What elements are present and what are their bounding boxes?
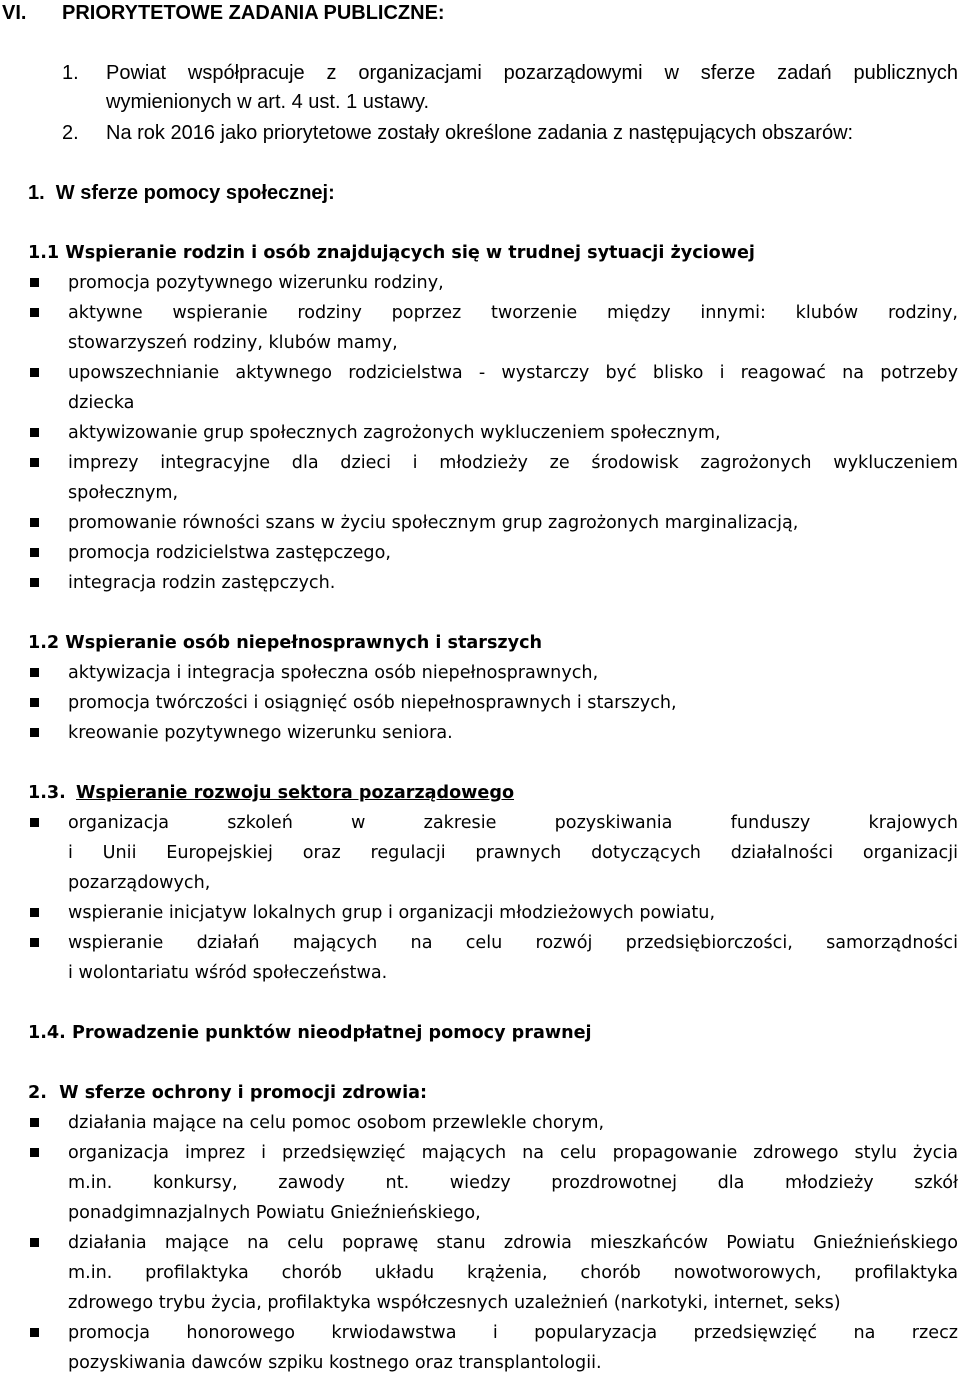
bullet-text: stowarzyszeń rodziny, klubów mamy, (68, 333, 398, 353)
bullet-text: promocja twórczości i osiągnięć osób niepełnosprawnych i starszych, (68, 693, 677, 713)
bullet-text: promocja rodzicielstwa zastępczego, (68, 543, 391, 563)
bullet-text: działania mające na celu pomoc osobom przewlekle chorym, (68, 1113, 605, 1133)
bullet-marker (30, 578, 39, 587)
bullet-text: organizacja imprez i przedsięwzięć mających na celu propagowanie zdrowego stylu życia (68, 1143, 958, 1163)
bullet-text: zdrowego trybu życia, profilaktyka współczesnych uzależnień (narkotyki, internet, seks) (68, 1293, 841, 1313)
area-heading: 1. W sferze pomocy społecznej: (28, 182, 335, 204)
bullet-text: kreowanie pozytywnego wizerunku seniora. (68, 723, 453, 743)
bullet-marker (30, 1148, 39, 1157)
bullet-text: pozarządowych, (68, 873, 211, 893)
bullet-text: promocja honorowego krwiodawstwa i popularyzacja przedsięwzięć na rzecz (68, 1323, 958, 1343)
bullet-marker (30, 518, 39, 527)
item-text-line: wymienionych w art. 4 ust. 1 ustawy. (106, 91, 430, 113)
bullet-marker (30, 428, 39, 437)
bullet-marker (30, 908, 39, 917)
area-heading: 2. W sferze ochrony i promocji zdrowia: (28, 1083, 428, 1103)
bullet-text: wspieranie inicjatyw lokalnych grup i organizacji młodzieżowych powiatu, (68, 903, 716, 923)
bullet-text: i Unii Europejskiej oraz regulacji prawnych dotyczących działalności organizacji (68, 843, 958, 863)
bullet-text: ponadgimnazjalnych Powiatu Gnieźnieńskiego, (68, 1203, 481, 1223)
bullet-marker (30, 698, 39, 707)
bullet-text: i wolontariatu wśród społeczeństwa. (68, 963, 388, 983)
bullet-marker (30, 1328, 39, 1337)
bullet-marker (30, 728, 39, 737)
bullet-text: organizacja szkoleń w zakresie pozyskiwania funduszy krajowych (68, 813, 958, 833)
bullet-marker (30, 668, 39, 677)
bullet-text: imprezy integracyjne dla dzieci i młodzieży ze środowisk zagrożonych wykluczeniem (68, 453, 958, 473)
bullet-text: społecznym, (68, 483, 179, 503)
bullet-text: upowszechnianie aktywnego rodzicielstwa - wystarczy być blisko i reagować na potrzeby (68, 363, 958, 383)
subsection-heading: 1.4. Prowadzenie punktów nieodpłatnej pomocy prawnej (28, 1023, 592, 1043)
bullet-text: pozyskiwania dawców szpiku kostnego oraz transplantologii. (68, 1353, 602, 1373)
bullet-text: wspieranie działań mających na celu rozwój przedsiębiorczości, samorządności (68, 933, 958, 953)
bullet-text: aktywizowanie grup społecznych zagrożonych wykluczeniem społecznym, (68, 423, 721, 443)
item-text-line: Na rok 2016 jako priorytetowe zostały określone zadania z następujących obszarów: (106, 122, 854, 144)
bullet-text: integracja rodzin zastępczych. (68, 573, 336, 593)
bullet-marker (30, 1238, 39, 1247)
bullet-marker (30, 1118, 39, 1127)
subsection-number: 1.3. (28, 783, 66, 803)
subsection-heading: 1.2 Wspieranie osób niepełnosprawnych i starszych (28, 633, 543, 653)
bullet-text: aktywizacja i integracja społeczna osób niepełnosprawnych, (68, 663, 599, 683)
bullet-marker (30, 368, 39, 377)
bullet-marker (30, 458, 39, 467)
subsection-title: Wspieranie rozwoju sektora pozarządowego (76, 783, 515, 803)
bullet-marker (30, 818, 39, 827)
item-text-line: Powiat współpracuje z organizacjami pozarządowymi w sferze zadań publicznych (106, 62, 958, 84)
section-number: VI. (2, 2, 27, 24)
bullet-text: promowanie równości szans w życiu społecznym grup zagrożonych marginalizacją, (68, 513, 799, 533)
section-title: PRIORYTETOWE ZADANIA PUBLICZNE: (62, 2, 445, 24)
bullet-text: m.in. profilaktyka chorób układu krążenia, chorób nowotworowych, profilaktyka (68, 1263, 958, 1283)
bullet-marker (30, 308, 39, 317)
bullet-text: aktywne wspieranie rodziny poprzez tworzenie między innymi: klubów rodziny, (68, 303, 958, 323)
item-number: 1. (62, 62, 79, 84)
subsection-heading: 1.1 Wspieranie rodzin i osób znajdujących się w trudnej sytuacji życiowej (28, 243, 755, 263)
bullet-marker (30, 938, 39, 947)
item-number: 2. (62, 122, 79, 144)
bullet-text: działania mające na celu poprawę stanu zdrowia mieszkańców Powiatu Gnieźnieńskiego (68, 1233, 958, 1253)
bullet-marker (30, 548, 39, 557)
bullet-marker (30, 278, 39, 287)
bullet-text: dziecka (68, 393, 135, 413)
bullet-text: m.in. konkursy, zawody nt. wiedzy prozdrowotnej dla młodzieży szkół (68, 1173, 958, 1193)
bullet-text: promocja pozytywnego wizerunku rodziny, (68, 273, 444, 293)
